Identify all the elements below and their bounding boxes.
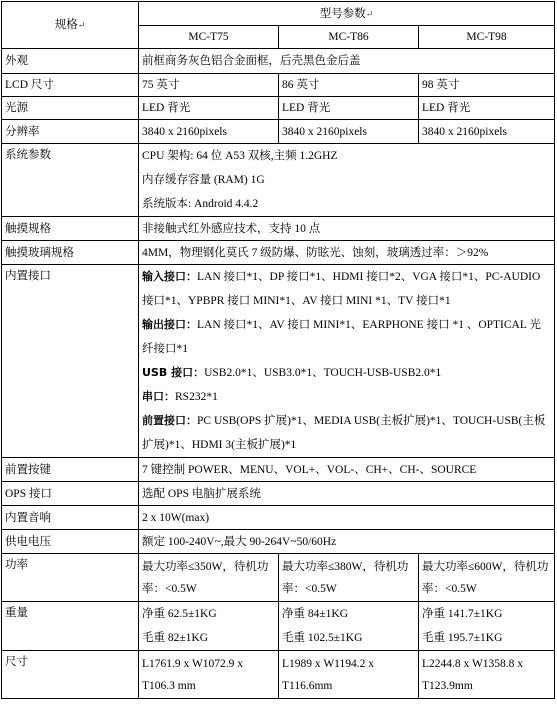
gross-weight: 毛重 82±1KG xyxy=(142,632,209,644)
light-source-row xyxy=(2,97,555,120)
touch-glass-row xyxy=(2,241,555,265)
row-value xyxy=(139,602,279,651)
spec-label: 规格 xyxy=(54,19,78,31)
row-label: 前置按键 xyxy=(2,458,139,482)
usb-title: USB 接口： xyxy=(142,366,205,379)
row-value: LED 背光 xyxy=(419,97,555,120)
row-label: LCD 尺寸 xyxy=(2,74,139,97)
net-weight: 净重 141.7±1KG xyxy=(422,608,503,620)
row-value: LED 背光 xyxy=(279,97,419,120)
row-value xyxy=(419,602,555,651)
row-value: 选配 OPS 电脑扩展系统 xyxy=(139,482,555,506)
row-value: 4MM，物理钢化莫氏 7 级防爆、防眩光、蚀刻，玻璃透过率：＞92% xyxy=(139,241,555,265)
model-cell: MC-T98 xyxy=(419,26,555,49)
row-label: 内置音响 xyxy=(2,506,139,530)
cpu-line: CPU 架构: 64 位 A53 双核,主频 1.2GHZ xyxy=(142,150,338,162)
serial-text: RS232*1 xyxy=(175,391,218,403)
gross-weight: 毛重 102.5±1KG xyxy=(282,632,363,644)
system-params-row xyxy=(2,144,555,217)
ops-row xyxy=(2,482,555,506)
resolution-row xyxy=(2,120,555,144)
row-value: 75 英寸 xyxy=(139,74,279,97)
output-title: 输出接口： xyxy=(142,318,197,331)
row-label: 内置接口 xyxy=(2,265,139,458)
weight-row xyxy=(2,602,555,651)
serial-title: 串口： xyxy=(142,390,175,403)
output-interfaces xyxy=(142,313,551,361)
row-value: 最大功率≤600W，待机功率：<0.5W xyxy=(419,554,555,602)
row-label: 供电电压 xyxy=(2,530,139,554)
row-value: 非接触式红外感应技术，支持 10 点 xyxy=(139,217,555,241)
net-weight: 净重 62.5±1KG xyxy=(142,608,217,620)
row-value: 3840 x 2160pixels xyxy=(139,120,279,144)
power-row xyxy=(2,554,555,602)
input-title: 输入接口： xyxy=(142,270,197,283)
row-value: LED 背光 xyxy=(139,97,279,120)
row-value: 2 x 10W(max) xyxy=(139,506,555,530)
appearance-row xyxy=(2,49,555,74)
usb-text: USB2.0*1、USB3.0*1、TOUCH-USB-USB2.0*1 xyxy=(204,367,442,379)
row-label: 尺寸 xyxy=(2,651,139,699)
touch-spec-row xyxy=(2,217,555,241)
serial-interfaces xyxy=(142,385,551,409)
spec-header-cell xyxy=(2,2,139,49)
row-value: 98 英寸 xyxy=(419,74,555,97)
row-value: 3840 x 2160pixels xyxy=(279,120,419,144)
model-params-cell xyxy=(139,2,555,26)
row-label: 分辨率 xyxy=(2,120,139,144)
interfaces-row xyxy=(2,265,555,458)
header-row xyxy=(2,2,555,26)
input-text: LAN 接口*1、DP 接口*1、HDMI 接口*2、VGA 接口*1、PC-AUDIO 接口*1、YPBPR 接口 MINI*1、AV 接口 MINI *1、TV 接口*1 xyxy=(142,271,541,307)
spec-table xyxy=(1,1,555,699)
front-text: PC USB(OPS 扩展)*1、MEDIA USB(主板扩展)*1、TOUCH-USB(主板扩展)*1、HDMI 3(主板扩展)*1 xyxy=(142,415,546,451)
row-value xyxy=(139,144,555,217)
row-label: 光源 xyxy=(2,97,139,120)
net-weight: 净重 84±1KG xyxy=(282,608,349,620)
row-value: 最大功率≤350W，待机功率：<0.5W xyxy=(139,554,279,602)
row-value: L1761.9 x W1072.9 x T106.3 mm xyxy=(139,651,279,699)
front-interfaces xyxy=(142,409,551,457)
row-label: OPS 接口 xyxy=(2,482,139,506)
row-value: L2244.8 x W1358.8 x T123.9mm xyxy=(419,651,555,699)
speaker-row xyxy=(2,506,555,530)
row-value: 3840 x 2160pixels xyxy=(419,120,555,144)
output-text: LAN 接口*1、AV 接口 MINI*1、EARPHONE 接口 *1 、OPTICAL 光纤接口*1 xyxy=(142,319,541,355)
lcd-size-row xyxy=(2,74,555,97)
os-line: 系统版本: Android 4.4.2 xyxy=(142,198,259,210)
model-cell: MC-T75 xyxy=(139,26,279,49)
row-label: 重量 xyxy=(2,602,139,651)
row-value: 额定 100-240V~,最大 90-264V~50/60Hz xyxy=(139,530,555,554)
row-label: 系统参数 xyxy=(2,144,139,217)
row-label: 功率 xyxy=(2,554,139,602)
front-title: 前置接口： xyxy=(142,414,197,427)
power-voltage-row xyxy=(2,530,555,554)
paragraph-mark-icon: ↵ xyxy=(77,20,86,30)
size-row xyxy=(2,651,555,699)
paragraph-mark-icon: ↵ xyxy=(365,8,374,19)
ram-line: 内存缓存容量 (RAM) 1G xyxy=(142,174,265,186)
row-label: 触摸玻璃规格 xyxy=(2,241,139,265)
row-value: L1989 x W1194.2 x T116.6mm xyxy=(279,651,419,699)
row-value: 最大功率≤380W，待机功率：<0.5W xyxy=(279,554,419,602)
model-params-label: 型号参数 xyxy=(319,7,366,20)
row-value xyxy=(279,602,419,651)
row-label: 外观 xyxy=(2,49,139,74)
row-value: 7 键控制 POWER、MENU、VOL+、VOL-、CH+、CH-、SOURCE xyxy=(139,458,555,482)
row-value: 86 英寸 xyxy=(279,74,419,97)
gross-weight: 毛重 195.7±1KG xyxy=(422,632,503,644)
usb-interfaces xyxy=(142,361,551,385)
input-interfaces xyxy=(142,265,551,313)
model-cell: MC-T86 xyxy=(279,26,419,49)
front-keys-row xyxy=(2,458,555,482)
row-label: 触摸规格 xyxy=(2,217,139,241)
interfaces-cell xyxy=(139,265,555,458)
row-value: 前框商务灰色铝合金面框，后壳黑色金后盖 xyxy=(139,49,555,74)
